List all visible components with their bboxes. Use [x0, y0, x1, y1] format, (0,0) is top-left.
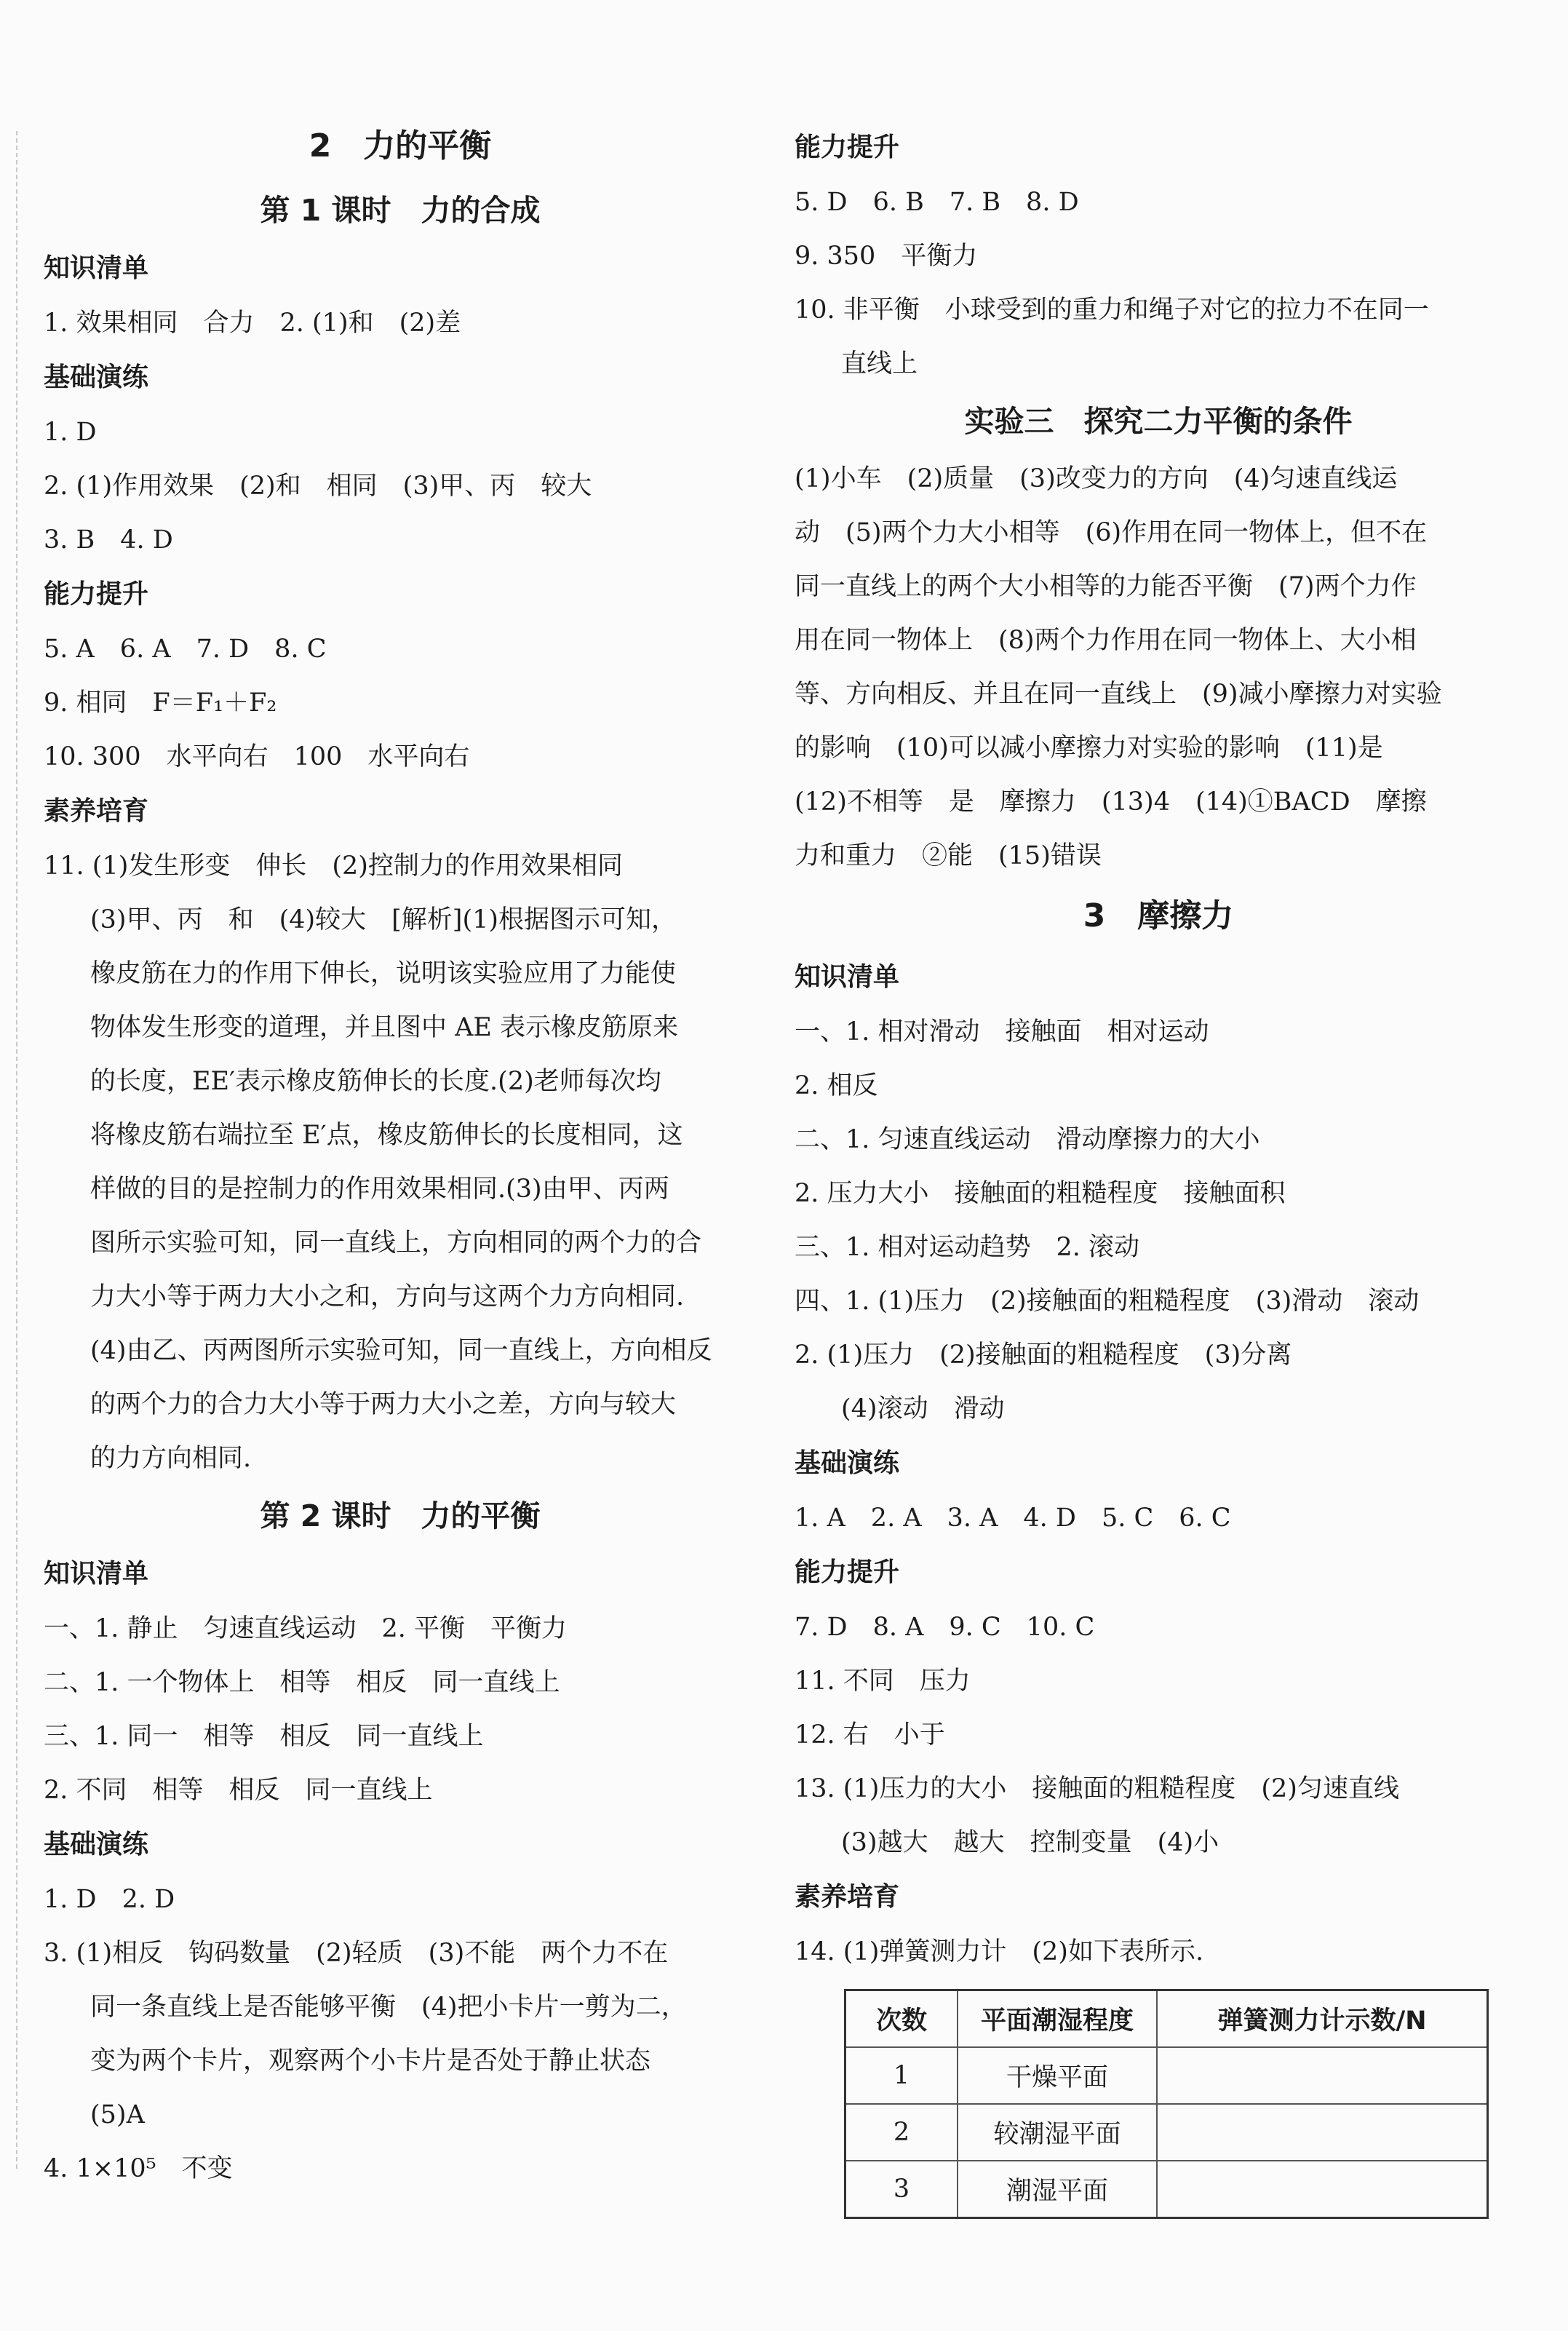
- answer-line: 动 (5)两个力大小相等 (6)作用在同一物体上，但不在: [795, 518, 1428, 547]
- answer-line: 9. 350 平衡力: [795, 242, 978, 271]
- answer-line-continued: (5)A: [90, 2100, 145, 2129]
- answer-line-continued: 橡皮筋在力的作用下伸长，说明该实验应用了力能使: [90, 959, 677, 988]
- answer-line: 1. D 2. D: [44, 1885, 175, 1914]
- table-header-cell: 次数: [845, 1990, 958, 2048]
- answer-line: 1. D: [44, 418, 97, 447]
- answer-line-continued: (3)越大 越大 控制变量 (4)小: [841, 1828, 1219, 1857]
- table-header-cell: 弹簧测力计示数/N: [1157, 1990, 1488, 2048]
- answer-line: 2. (1)压力 (2)接触面的粗糙程度 (3)分离: [795, 1341, 1292, 1370]
- answer-line: (12)不相等 是 摩擦力 (13)4 (14)①BACD 摩擦: [795, 787, 1427, 817]
- answer-line: 四、1. (1)压力 (2)接触面的粗糙程度 (3)滑动 滚动: [795, 1287, 1420, 1316]
- lesson-title: 实验三 探究二力平衡的条件: [964, 404, 1353, 439]
- answer-line: 10. 非平衡 小球受到的重力和绳子对它的拉力不在同一: [795, 295, 1429, 325]
- answer-line-continued: 的力方向相同.: [90, 1444, 252, 1473]
- table-row: [845, 2047, 1488, 2104]
- section-label: 知识清单: [795, 962, 900, 992]
- section-title: 3 摩擦力: [1083, 897, 1234, 934]
- answer-line: 13. (1)压力的大小 接触面的粗糙程度 (2)匀速直线: [795, 1774, 1399, 1803]
- answer-line: 等、方向相反、并且在同一直线上 (9)减小摩擦力对实验: [795, 680, 1442, 709]
- section-title: 2 力的平衡: [309, 127, 492, 164]
- answer-line: 14. (1)弹簧测力计 (2)如下表所示.: [795, 1937, 1204, 1966]
- answer-line: 2. (1)作用效果 (2)和 相同 (3)甲、丙 较大: [44, 472, 592, 501]
- left-column: [44, 113, 757, 2196]
- answer-line-continued: 图所示实验可知，同一直线上，方向相同的两个力的合: [90, 1228, 702, 1258]
- answer-line: 4. 1×10⁵ 不变: [44, 2154, 233, 2183]
- section-label: 基础演练: [44, 1830, 149, 1859]
- answer-line: 11. 不同 压力: [795, 1667, 971, 1696]
- answer-line-continued: 将橡皮筋右端拉至 E′点，橡皮筋伸长的长度相同，这: [90, 1121, 683, 1150]
- answer-line-continued: (4)滚动 滑动: [841, 1394, 1005, 1423]
- table-cell: 较潮湿平面: [958, 2104, 1157, 2161]
- answer-line-continued: 同一条直线上是否能够平衡 (4)把小卡片一剪为二，: [90, 1993, 687, 2022]
- table-row: [845, 2104, 1488, 2161]
- right-column: [795, 120, 1522, 2219]
- table-cell: 干燥平面: [958, 2047, 1157, 2104]
- table-header-cell: 平面潮湿程度: [958, 1990, 1157, 2048]
- answer-line: 7. D 8. A 9. C 10. C: [795, 1613, 1095, 1642]
- table-cell: 1: [845, 2047, 958, 2104]
- answer-line: 二、1. 一个物体上 相等 相反 同一直线上: [44, 1668, 560, 1697]
- section-label: 素养培育: [795, 1882, 900, 1912]
- answer-line-continued: 直线上: [841, 349, 918, 378]
- answer-line: 2. 相反: [795, 1071, 878, 1100]
- table-cell: 3: [845, 2161, 958, 2218]
- table-row: [845, 2161, 1488, 2218]
- answer-line: 5. A 6. A 7. D 8. C: [44, 635, 327, 664]
- section-label: 能力提升: [795, 1557, 900, 1587]
- answer-line: 2. 不同 相等 相反 同一直线上: [44, 1776, 433, 1805]
- answer-line-continued: 的长度，EE′表示橡皮筋伸长的长度.(2)老师每次均: [90, 1067, 661, 1096]
- answer-line: 3. B 4. D: [44, 525, 173, 555]
- answer-line: 5. D 6. B 7. B 8. D: [795, 188, 1079, 217]
- lesson-title: 第 2 课时 力的平衡: [260, 1498, 541, 1533]
- answer-line: 用在同一物体上 (8)两个力作用在同一物体上、大小相: [795, 626, 1417, 655]
- table-cell: 潮湿平面: [958, 2161, 1157, 2218]
- answer-line-continued: 力大小等于两力大小之和，方向与这两个力方向相同.: [90, 1282, 685, 1311]
- section-label: 能力提升: [44, 579, 149, 609]
- answer-line: 3. (1)相反 钩码数量 (2)轻质 (3)不能 两个力不在: [44, 1939, 669, 1968]
- answer-line: 12. 右 小于: [795, 1720, 945, 1750]
- answer-line: 10. 300 水平向右 100 水平向右: [44, 742, 470, 771]
- answer-line: 三、1. 同一 相等 相反 同一直线上: [44, 1722, 484, 1751]
- answer-line: 11. (1)发生形变 伸长 (2)控制力的作用效果相同: [44, 851, 623, 881]
- table-cell: [1157, 2047, 1488, 2104]
- answer-line: (1)小车 (2)质量 (3)改变力的方向 (4)匀速直线运: [795, 464, 1398, 493]
- answer-line-continued: 物体发生形变的道理，并且图中 AE 表示橡皮筋原来: [90, 1013, 679, 1042]
- table-header-row: [845, 1990, 1488, 2048]
- answer-line-continued: 变为两个卡片，观察两个小卡片是否处于静止状态: [90, 2046, 651, 2076]
- section-label: 知识清单: [44, 1559, 149, 1589]
- section-label: 知识清单: [44, 253, 149, 283]
- table-cell: [1157, 2161, 1488, 2218]
- answer-line-continued: (3)甲、丙 和 (4)较大 [解析](1)根据图示可知，: [90, 905, 677, 934]
- page-edge-marks: [16, 131, 19, 2169]
- answer-line-continued: (4)由乙、丙两图所示实验可知，同一直线上，方向相反: [90, 1336, 712, 1365]
- right-column-lines: [795, 120, 1522, 1979]
- answer-line: 1. 效果相同 合力 2. (1)和 (2)差: [44, 309, 461, 338]
- answer-line: 二、1. 匀速直线运动 滑动摩擦力的大小: [795, 1125, 1260, 1154]
- table-cell: [1157, 2104, 1488, 2161]
- answer-line: 2. 压力大小 接触面的粗糙程度 接触面积: [795, 1179, 1286, 1208]
- section-label: 基础演练: [44, 362, 149, 392]
- section-label: 基础演练: [795, 1448, 900, 1478]
- answer-line: 同一直线上的两个大小相等的力能否平衡 (7)两个力作: [795, 572, 1417, 601]
- lesson-title: 第 1 课时 力的合成: [260, 193, 541, 228]
- answer-line: 9. 相同 F＝F₁＋F₂: [44, 688, 277, 718]
- answer-line: 一、1. 静止 匀速直线运动 2. 平衡 平衡力: [44, 1614, 568, 1643]
- answer-line: 力和重力 ②能 (15)错误: [795, 841, 1102, 870]
- answer-line: 的影响 (10)可以减小摩擦力对实验的影响 (11)是: [795, 734, 1383, 763]
- answer-table: [844, 1989, 1489, 2219]
- section-label: 素养培育: [44, 796, 149, 826]
- answer-line-continued: 样做的目的是控制力的作用效果相同.(3)由甲、丙两: [90, 1175, 669, 1204]
- table-cell: 2: [845, 2104, 958, 2161]
- answer-line: 1. A 2. A 3. A 4. D 5. C 6. C: [795, 1504, 1231, 1533]
- answer-line: 三、1. 相对运动趋势 2. 滚动: [795, 1233, 1140, 1262]
- answer-line-continued: 的两个力的合力大小等于两力大小之差，方向与较大: [90, 1390, 677, 1419]
- answer-line: 一、1. 相对滑动 接触面 相对运动: [795, 1017, 1209, 1047]
- section-label: 能力提升: [795, 132, 900, 162]
